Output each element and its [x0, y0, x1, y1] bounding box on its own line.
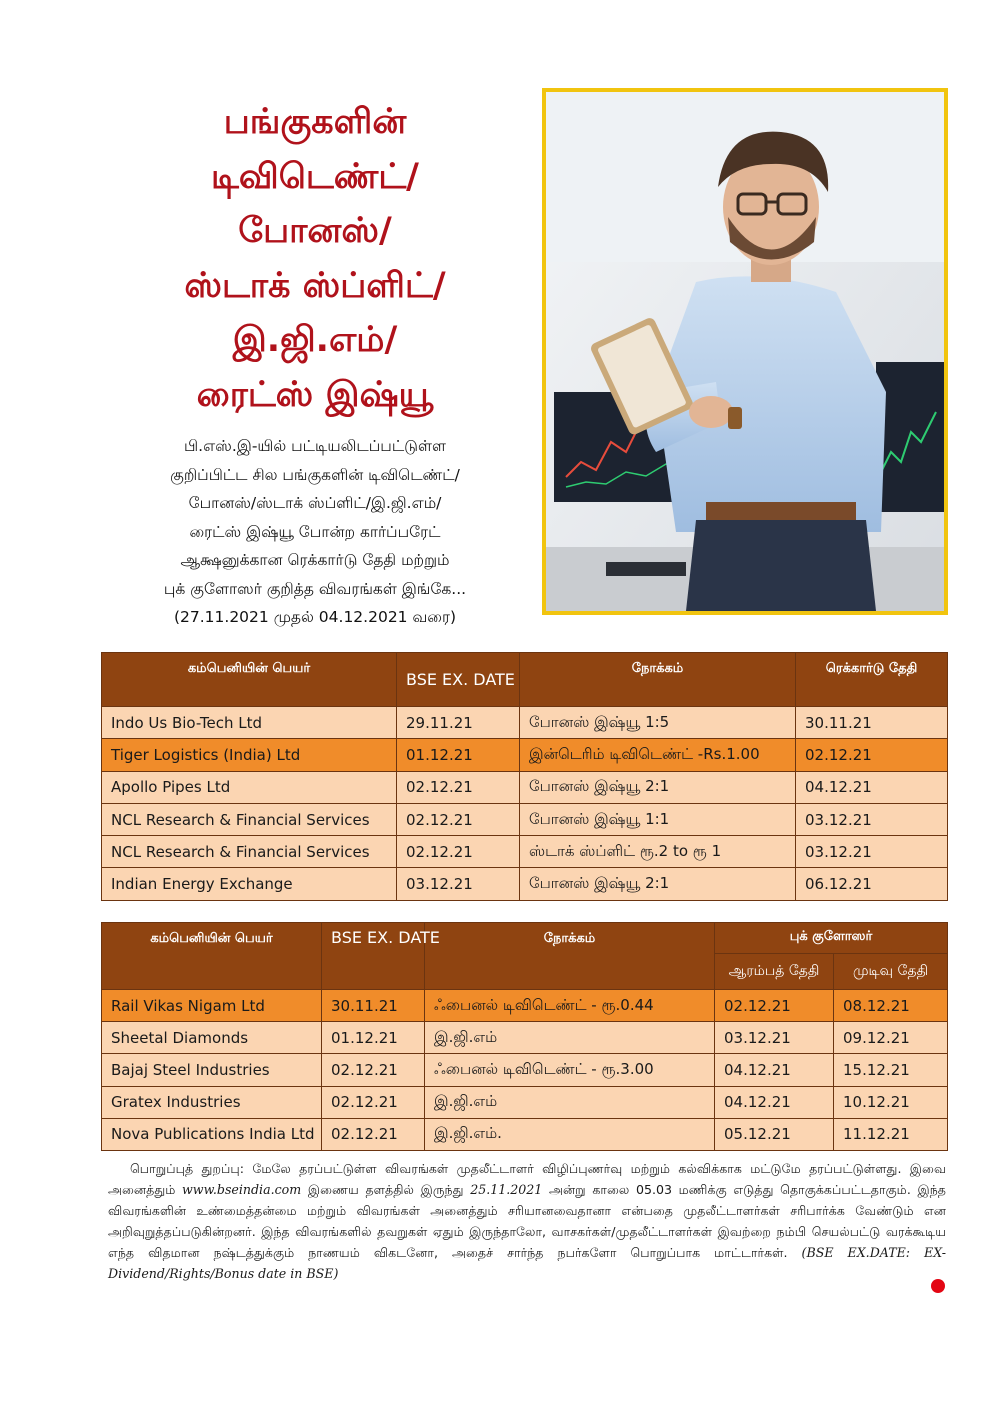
company-cell: NCL Research & Financial Services	[102, 836, 397, 868]
company-cell: Tiger Logistics (India) Ltd	[102, 739, 397, 771]
page-title	[150, 95, 480, 422]
disclaimer-text: பொறுப்புத் துறப்பு: மேலே தரப்பட்டுள்ள விவரங்கள் முதலீட்டாளர் விழிப்புணர்வு மற்றும் கல்விக்காக மட்டுமே தரப்பட்டுள்ளது. இவை அனைத்தும்	[108, 1161, 946, 1197]
intro-line: (27.11.2021 முதல் 04.12.2021 வரை)	[173, 608, 457, 626]
table-row	[102, 707, 948, 739]
title-line: ஸ்டாக் ஸ்ப்ளிட்/	[184, 265, 446, 306]
purpose-cell: ஃபைனல் டிவிடெண்ட் - ரூ.3.00	[425, 1054, 715, 1086]
header-company: கம்பெனியின் பெயர்	[102, 923, 322, 990]
record-date-cell: 03.12.21	[796, 836, 948, 868]
table-row	[102, 1118, 948, 1150]
title-line: போனஸ்/	[238, 211, 392, 251]
table-row	[102, 771, 948, 803]
purpose-cell: இ.ஜி.எம்	[425, 1086, 715, 1118]
start-date-cell: 05.12.21	[715, 1118, 834, 1150]
company-cell: NCL Research & Financial Services	[102, 803, 397, 835]
record-date-cell: 06.12.21	[796, 868, 948, 900]
ex-date-cell: 02.12.21	[322, 1086, 425, 1118]
record-date-cell: 02.12.21	[796, 739, 948, 771]
end-marker-dot	[931, 1279, 945, 1293]
table-row	[102, 803, 948, 835]
ex-date-cell: 30.11.21	[322, 990, 425, 1022]
hand	[689, 396, 733, 428]
title-line: டிவிடெண்ட்/	[211, 156, 419, 197]
photo-frame	[542, 88, 948, 615]
disclaimer-note: (BSE EX.DATE: EX-Dividend/Rights/Bonus date in BSE)	[108, 1245, 947, 1281]
ex-date-cell: 02.12.21	[322, 1054, 425, 1086]
header-purpose: நோக்கம்	[425, 923, 715, 990]
header-bse-ex-date: BSE EX. DATE	[397, 653, 520, 707]
company-cell: Rail Vikas Nigam Ltd	[102, 990, 322, 1022]
man-with-tablet-photo	[546, 92, 944, 611]
trousers	[686, 520, 876, 611]
purpose-cell: இ.ஜி.எம்.	[425, 1118, 715, 1150]
record-date-cell: 04.12.21	[796, 771, 948, 803]
table-row	[102, 1054, 948, 1086]
intro-text	[120, 432, 510, 632]
table-header-row	[102, 923, 948, 954]
end-date-cell: 11.12.21	[834, 1118, 948, 1150]
intro-line: போனஸ்/ஸ்டாக் ஸ்ப்ளிட்/இ.ஜி.எம்/	[188, 494, 442, 512]
intro-line: புக் குளோஸர் குறித்த விவரங்கள் இங்கே...	[163, 579, 467, 598]
header-record-date: ரெக்கார்டு தேதி	[796, 653, 948, 707]
ex-date-cell: 02.12.21	[397, 836, 520, 868]
watch	[728, 407, 742, 429]
intro-line: குறிப்பிட்ட சில பங்குகளின் டிவிடெண்ட்/	[170, 465, 460, 484]
title-line: ரைட்ஸ் இஷ்யூ	[196, 374, 434, 415]
company-cell: Apollo Pipes Ltd	[102, 771, 397, 803]
record-date-table	[101, 652, 948, 901]
start-date-cell: 03.12.21	[715, 1022, 834, 1054]
start-date-cell: 04.12.21	[715, 1086, 834, 1118]
company-cell: Indian Energy Exchange	[102, 868, 397, 900]
purpose-cell: ஸ்டாக் ஸ்ப்ளிட் ரூ.2 to ரூ 1	[520, 836, 796, 868]
purpose-cell: போனஸ் இஷ்யூ 1:5	[520, 707, 796, 739]
end-date-cell: 09.12.21	[834, 1022, 948, 1054]
purpose-cell: ஃபைனல் டிவிடெண்ட் - ரூ.0.44	[425, 990, 715, 1022]
company-cell: Gratex Industries	[102, 1086, 322, 1118]
header-book-closure: புக் குளோஸர்	[715, 923, 948, 954]
header-end-date: முடிவு தேதி	[834, 954, 948, 990]
start-date-cell: 02.12.21	[715, 990, 834, 1022]
table-row	[102, 1086, 948, 1118]
header-bse-ex-date: BSE EX. DATE	[322, 923, 425, 990]
company-cell: Indo Us Bio-Tech Ltd	[102, 707, 397, 739]
ex-date-cell: 01.12.21	[397, 739, 520, 771]
table-row	[102, 739, 948, 771]
start-date-cell: 04.12.21	[715, 1054, 834, 1086]
title-line: இ.ஜி.எம்/	[232, 320, 398, 360]
record-date-cell: 03.12.21	[796, 803, 948, 835]
intro-line: பி.எஸ்.இ-யில் பட்டியலிடப்பட்டுள்ள	[184, 437, 446, 455]
intro-line: ரைட்ஸ் இஷ்யூ போன்ற கார்ப்பரேட்	[189, 522, 441, 541]
record-date-cell: 30.11.21	[796, 707, 948, 739]
disclaimer-date: 25.11.2021	[470, 1182, 543, 1197]
disclaimer	[108, 1158, 946, 1284]
purpose-cell: போனஸ் இஷ்யூ 2:1	[520, 771, 796, 803]
keyboard	[606, 562, 686, 576]
bse-website: www.bseindia.com	[182, 1182, 302, 1197]
purpose-cell: இன்டெரிம் டிவிடெண்ட் -Rs.1.00	[520, 739, 796, 771]
ex-date-cell: 02.12.21	[397, 803, 520, 835]
header-purpose: நோக்கம்	[520, 653, 796, 707]
purpose-cell: போனஸ் இஷ்யூ 1:1	[520, 803, 796, 835]
table-row	[102, 868, 948, 900]
header-company: கம்பெனியின் பெயர்	[102, 653, 397, 707]
table-row	[102, 836, 948, 868]
header-start-date: ஆரம்பத் தேதி	[715, 954, 834, 990]
ex-date-cell: 02.12.21	[397, 771, 520, 803]
table-row	[102, 1022, 948, 1054]
company-cell: Sheetal Diamonds	[102, 1022, 322, 1054]
belt	[706, 502, 856, 520]
monitor-right	[876, 362, 944, 512]
company-cell: Bajaj Steel Industries	[102, 1054, 322, 1086]
ex-date-cell: 01.12.21	[322, 1022, 425, 1054]
book-closure-table	[101, 922, 948, 1151]
end-date-cell: 15.12.21	[834, 1054, 948, 1086]
end-date-cell: 08.12.21	[834, 990, 948, 1022]
disclaimer-text: இணைய தளத்தில் இருந்து	[301, 1182, 471, 1197]
end-date-cell: 10.12.21	[834, 1086, 948, 1118]
table-row	[102, 990, 948, 1022]
table-header-row	[102, 653, 948, 707]
title-line: பங்குகளின்	[223, 102, 407, 142]
ex-date-cell: 29.11.21	[397, 707, 520, 739]
purpose-cell: இ.ஜி.எம்	[425, 1022, 715, 1054]
ex-date-cell: 03.12.21	[397, 868, 520, 900]
company-cell: Nova Publications India Ltd	[102, 1118, 322, 1150]
purpose-cell: போனஸ் இஷ்யூ 2:1	[520, 868, 796, 900]
ex-date-cell: 02.12.21	[322, 1118, 425, 1150]
intro-line: ஆக்ஷனுக்கான ரெக்கார்டு தேதி மற்றும்	[180, 551, 450, 569]
disclaimer-text: அன்று காலை 05.03 மணிக்கு எடுத்து தொகுக்கப்பட்டதாகும். இந்த விவரங்களின் உண்மைத்தன்மை மற்றும் விவரங்கள் அனைத்தும் சரியானவைதானா என்பதை முதலீட்டாளர்கள் சரிபார்க்க வேண்டும் என அறிவுறுத்தப்படுகின்றனர். இந்த விவரங்களில் தவறுகள் ஏதும் இருந்தாலோ, வாசகர்கள்/முதலீட்டாளர்கள் இவற்றை நம்பி செயல்பட்டு வரக்கூடிய எந்த விதமான நஷ்டத்துக்கும் நாணயம் விகடனோ, அதைச் சார்ந்த நபர்களோ பொறுப்பாக மாட்டார்கள்.	[108, 1182, 946, 1260]
